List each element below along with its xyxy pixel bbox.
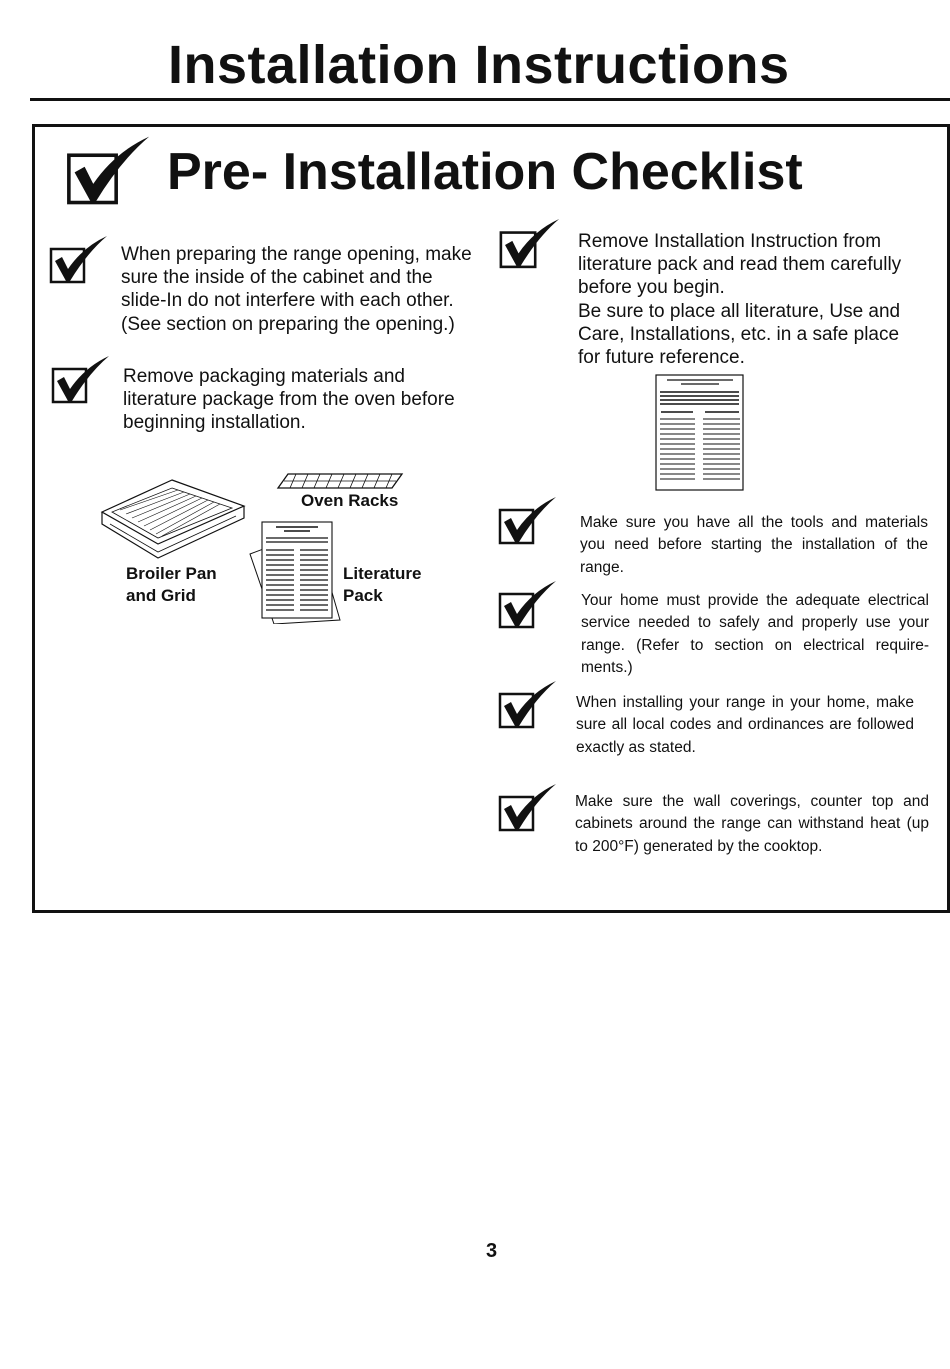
literature-pack-label-line2: Pack xyxy=(343,586,383,606)
instruction-sheet-icon xyxy=(655,374,745,497)
checklist-item-para: Remove Installation Instruction from literature pack and read them carefully before you begin. xyxy=(578,231,902,299)
checklist-item-para: Be sure to place all literature, Use and Care, Installations, etc. in a safe place for future reference. xyxy=(578,300,901,368)
checkbox-check-icon xyxy=(497,496,559,546)
broiler-pan-label xyxy=(126,563,217,607)
literature-pack-label-line1: Literature xyxy=(343,564,422,583)
checkbox-check-icon xyxy=(497,580,559,630)
checkbox-check-icon xyxy=(50,355,112,405)
literature-pack-icon xyxy=(244,520,344,629)
checklist-item-text: Make sure you have all the tools and materials you need before starting the installation of the range. xyxy=(580,514,928,576)
checklist-item-text: When preparing the range opening, make sure the inside of the cabinet and the slide-In do not interfere with each other. (See section on preparing the opening.) xyxy=(121,244,472,335)
broiler-pan-label-line2: and Grid xyxy=(126,586,196,606)
page-title: Installation Instructions xyxy=(168,35,790,95)
checklist-item-text: Make sure the wall coverings, counter top and cabinets around the range can withstand heat (up to 200°F) generated by the cooktop. xyxy=(575,793,929,855)
checklist-item-text: Your home must provide the adequate electrical service needed to safely and properly use your range. (Refer to section on electrical require-ments.) xyxy=(581,592,929,677)
literature-pack-label xyxy=(343,563,421,607)
section-title: Pre- Installation Checklist xyxy=(167,143,803,201)
oven-racks-label: Oven Racks xyxy=(301,491,399,510)
checkbox-check-icon xyxy=(497,680,559,730)
broiler-pan-label-line1: Broiler Pan xyxy=(126,564,217,583)
checkbox-check-icon xyxy=(497,783,559,833)
title-divider xyxy=(30,98,950,101)
checkbox-check-icon xyxy=(496,218,564,270)
broiler-pan-icon xyxy=(96,458,248,571)
checklist-item-text xyxy=(578,230,908,369)
page-number: 3 xyxy=(486,1240,498,1262)
checkbox-check-icon xyxy=(66,135,152,207)
checklist-item-text: Remove packaging materials and literature package from the oven before beginning installation. xyxy=(123,366,455,434)
checkbox-check-icon xyxy=(48,235,110,285)
checklist-item-text: When installing your range in your home, make sure all local codes and ordinances are followed exactly as stated. xyxy=(576,694,914,756)
